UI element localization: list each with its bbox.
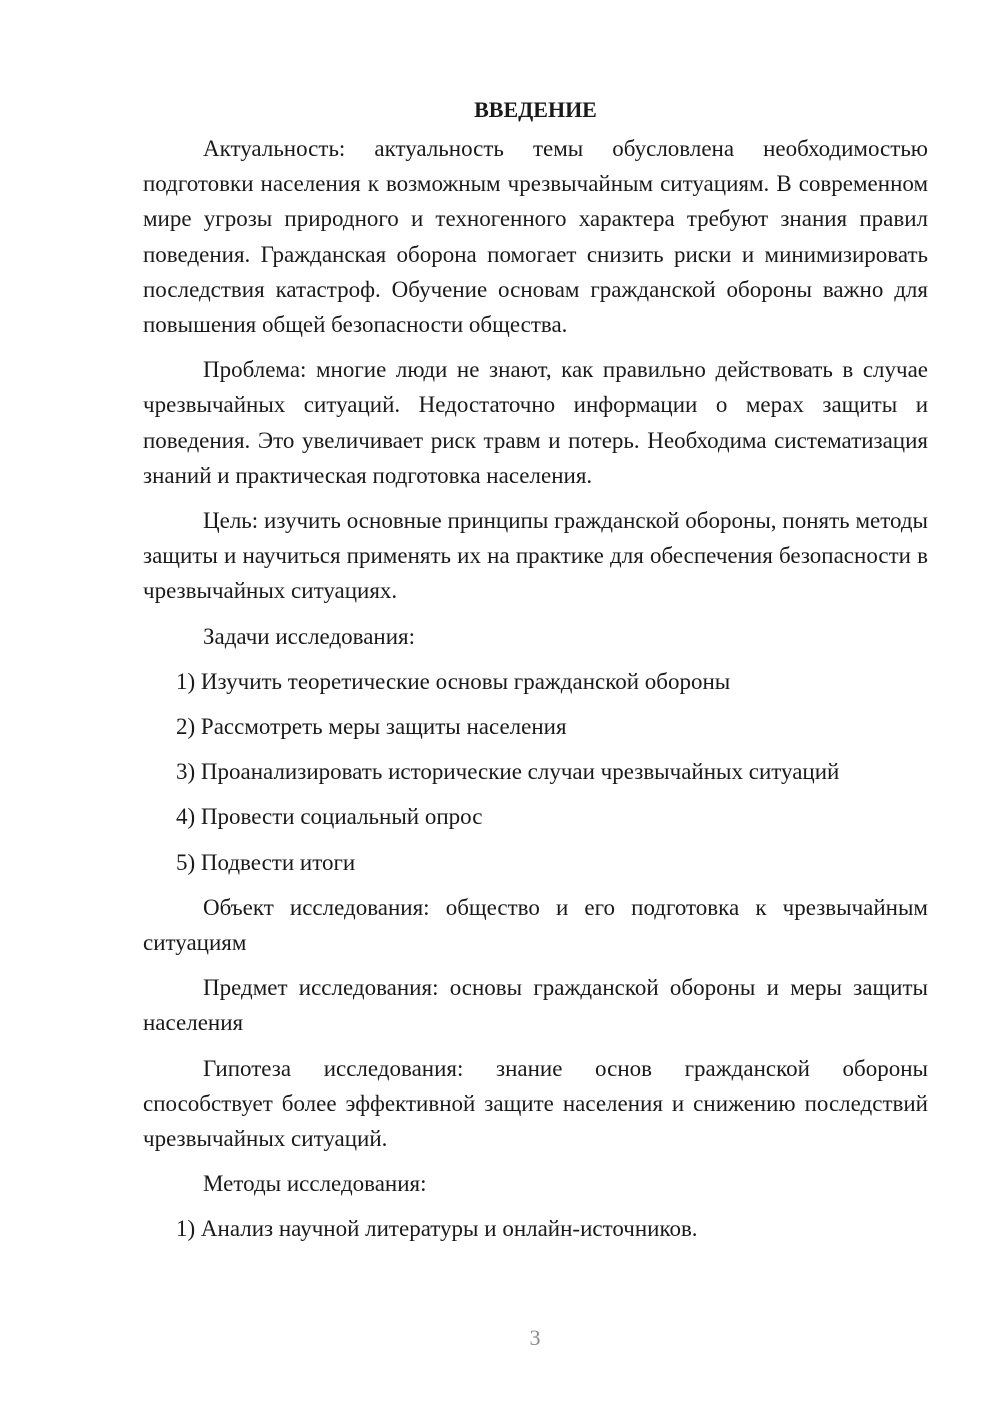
methods-list xyxy=(143,1211,928,1246)
tasks-list xyxy=(143,664,928,880)
list-item: 1) Изучить теоретические основы гражданской обороны xyxy=(176,668,731,694)
page-title: ВВЕДЕНИЕ xyxy=(474,97,597,122)
list-item: 1) Анализ научной литературы и онлайн-источников. xyxy=(176,1216,698,1242)
methods-heading: Методы исследования: xyxy=(203,1171,427,1197)
list-item: 4) Провести социальный опрос xyxy=(176,804,483,830)
list-item: 2) Рассмотреть меры защиты населения xyxy=(176,714,567,740)
relevance-paragraph: Актуальность: актуальность темы обусловлена необходимостью подготовки населения к возможным чрезвычайным ситуациям. В современном мире угрозы природного и техногенного характера требуют знания правил поведения. Гражданская оборона помогает снизить риски и минимизировать последствия катастроф. Обучение основам гражданской обороны важно для повышения общей безопасности общества. xyxy=(143,136,928,338)
page-content xyxy=(143,92,928,1247)
object-paragraph: Объект исследования: общество и его подготовка к чрезвычайным ситуациям xyxy=(143,894,928,956)
list-item: 5) Подвести итоги xyxy=(176,849,356,875)
subject-paragraph: Предмет исследования: основы гражданской обороны и меры защиты населения xyxy=(143,975,928,1036)
goal-paragraph: Цель: изучить основные принципы гражданской обороны, понять методы защиты и научиться применять их на практике для обеспечения безопасности в чрезвычайных ситуациях. xyxy=(143,508,928,604)
hypothesis-paragraph: Гипотеза исследования: знание основ гражданской обороны способствует более эффективной защите населения и снижению последствий чрезвычайных ситуаций. xyxy=(143,1055,928,1152)
tasks-heading: Задачи исследования: xyxy=(203,623,416,649)
page-number: 3 xyxy=(529,1325,541,1350)
list-item: 3) Проанализировать исторические случаи чрезвычайных ситуаций xyxy=(176,759,840,785)
problem-paragraph: Проблема: многие люди не знают, как правильно действовать в случае чрезвычайных ситуаций. Недостаточно информации о мерах защиты и поведения. Это увеличивает риск травм и потерь. Необходима систематизация знаний и практическая подготовка населения. xyxy=(143,357,928,488)
